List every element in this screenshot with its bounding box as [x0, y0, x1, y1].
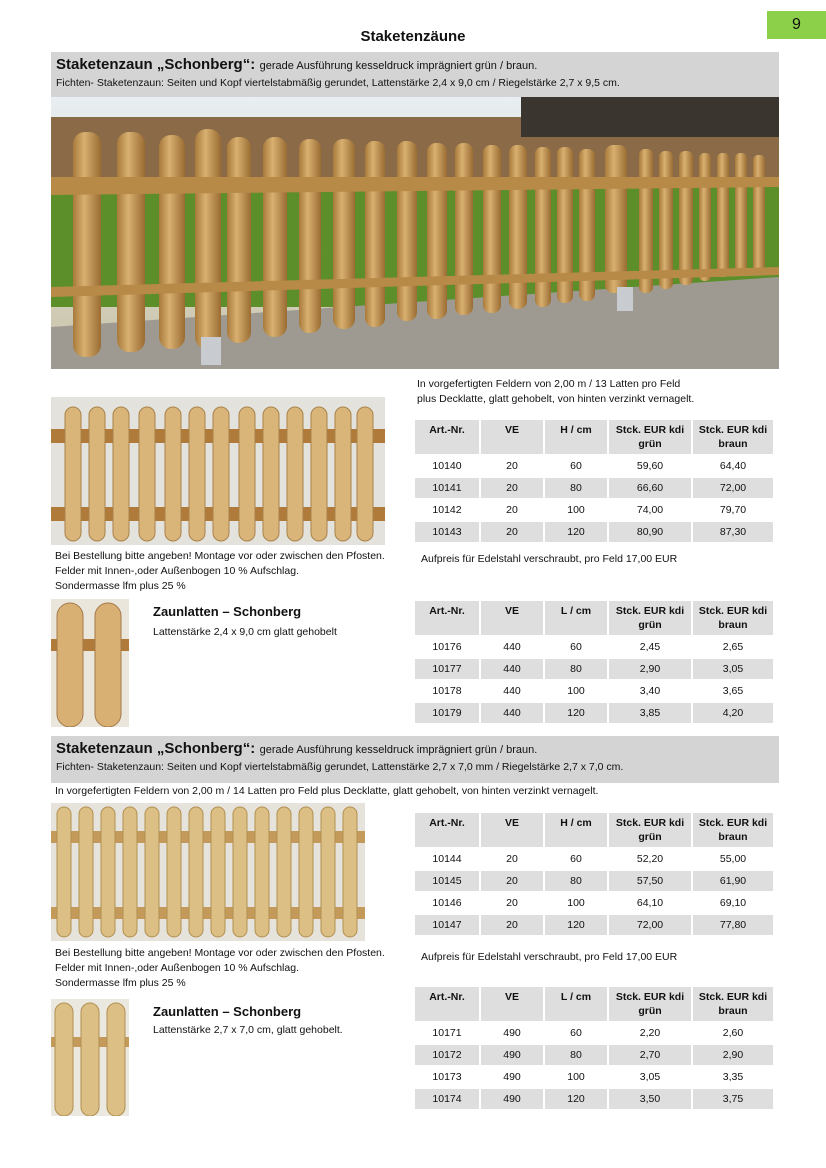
- cell-price-brown: 2,65: [693, 637, 773, 657]
- cell-ve: 440: [481, 637, 543, 657]
- cell-height: 60: [545, 456, 607, 476]
- cell-height: 100: [545, 500, 607, 520]
- col-header-price-brown: Stck. EUR kdi braun: [693, 813, 773, 847]
- section-2-description: Fichten- Staketenzaun: Seiten und Kopf viertelstabmäßig gerundet, Lattenstärke 2,7 x 7,0 mm / Riegelstärke 2,7 x 7,0 cm.: [56, 761, 624, 773]
- section-1-laths-price-table: [413, 599, 775, 725]
- section-1-order-note: [55, 549, 415, 594]
- section-1-field-info-line1: In vorgefertigten Feldern von 2,00 m / 13 Latten pro Feld: [417, 378, 681, 390]
- cell-ve: 490: [481, 1067, 543, 1087]
- cell-length: 100: [545, 681, 607, 701]
- table-row: [415, 659, 773, 679]
- cell-art-nr: 10173: [415, 1067, 479, 1087]
- col-header-art-nr: Art.-Nr.: [415, 987, 479, 1021]
- section-2-field-price-table: [413, 811, 775, 937]
- cell-art-nr: 10171: [415, 1023, 479, 1043]
- cell-length: 120: [545, 1089, 607, 1109]
- cell-art-nr: 10179: [415, 703, 479, 723]
- cell-price-brown: 64,40: [693, 456, 773, 476]
- cell-price-brown: 69,10: [693, 893, 773, 913]
- col-header-price-green: Stck. EUR kdi grün: [609, 420, 691, 454]
- section-1-field-info: [417, 377, 777, 407]
- laths-photo-2: [51, 999, 129, 1116]
- cell-price-brown: 3,05: [693, 659, 773, 679]
- section-2-surcharge: Aufpreis für Edelstahl verschraubt, pro Feld 17,00 EUR: [421, 951, 678, 963]
- cell-height: 80: [545, 871, 607, 891]
- cell-price-brown: 77,80: [693, 915, 773, 935]
- cell-art-nr: 10142: [415, 500, 479, 520]
- table-row: [415, 500, 773, 520]
- cell-ve: 490: [481, 1089, 543, 1109]
- cell-ve: 20: [481, 478, 543, 498]
- cell-price-green: 2,90: [609, 659, 691, 679]
- cell-price-green: 2,70: [609, 1045, 691, 1065]
- section-2-title: Staketenzaun „Schonberg“:: [56, 740, 256, 757]
- col-header-price-green: Stck. EUR kdi grün: [609, 813, 691, 847]
- cell-price-brown: 87,30: [693, 522, 773, 542]
- cell-ve: 440: [481, 659, 543, 679]
- cell-art-nr: 10176: [415, 637, 479, 657]
- section-2-header: [51, 736, 779, 783]
- cell-price-green: 2,20: [609, 1023, 691, 1043]
- section-1-description: Fichten- Staketenzaun: Seiten und Kopf viertelstabmäßig gerundet, Lattenstärke 2,4 x 9,0 cm / Riegelstärke 2,7 x 9,5 cm.: [56, 77, 620, 89]
- cell-ve: 20: [481, 500, 543, 520]
- col-header-art-nr: Art.-Nr.: [415, 601, 479, 635]
- cell-height: 120: [545, 522, 607, 542]
- cell-art-nr: 10141: [415, 478, 479, 498]
- cell-art-nr: 10174: [415, 1089, 479, 1109]
- col-header-ve: VE: [481, 601, 543, 635]
- col-header-price-green: Stck. EUR kdi grün: [609, 601, 691, 635]
- cell-price-brown: 2,90: [693, 1045, 773, 1065]
- table-row: [415, 703, 773, 723]
- cell-length: 100: [545, 1067, 607, 1087]
- cell-price-brown: 3,65: [693, 681, 773, 701]
- col-header-ve: VE: [481, 813, 543, 847]
- cell-height: 100: [545, 893, 607, 913]
- table-row: [415, 849, 773, 869]
- cell-art-nr: 10146: [415, 893, 479, 913]
- cell-ve: 20: [481, 893, 543, 913]
- cell-price-brown: 3,35: [693, 1067, 773, 1087]
- table-row: [415, 1045, 773, 1065]
- cell-height: 80: [545, 478, 607, 498]
- table-row: [415, 478, 773, 498]
- cell-price-brown: 79,70: [693, 500, 773, 520]
- order-note-line: Sondermasse lfm plus 25 %: [55, 580, 186, 592]
- cell-price-green: 3,85: [609, 703, 691, 723]
- cell-ve: 440: [481, 703, 543, 723]
- col-header-price-green: Stck. EUR kdi grün: [609, 987, 691, 1021]
- table-row: [415, 893, 773, 913]
- cell-art-nr: 10145: [415, 871, 479, 891]
- cell-ve: 20: [481, 871, 543, 891]
- table-row: [415, 1023, 773, 1043]
- table-row: [415, 456, 773, 476]
- cell-ve: 20: [481, 456, 543, 476]
- cell-length: 120: [545, 703, 607, 723]
- col-header-price-brown: Stck. EUR kdi braun: [693, 601, 773, 635]
- col-header-ve: VE: [481, 987, 543, 1021]
- cell-price-brown: 55,00: [693, 849, 773, 869]
- cell-art-nr: 10172: [415, 1045, 479, 1065]
- fence-photo-garden: [51, 97, 779, 369]
- table-row: [415, 871, 773, 891]
- section-2-order-note: [55, 946, 415, 991]
- fence-panel-photo-2: [51, 803, 365, 941]
- page-title: Staketenzäune: [360, 28, 466, 45]
- section-1-laths-desc: Lattenstärke 2,4 x 9,0 cm glatt gehobelt: [153, 626, 337, 638]
- cell-art-nr: 10147: [415, 915, 479, 935]
- table-row: [415, 637, 773, 657]
- cell-length: 60: [545, 1023, 607, 1043]
- cell-price-green: 2,45: [609, 637, 691, 657]
- section-2-laths-desc: Lattenstärke 2,7 x 7,0 cm, glatt gehobelt.: [153, 1024, 343, 1036]
- cell-ve: 20: [481, 915, 543, 935]
- col-header-price-brown: Stck. EUR kdi braun: [693, 420, 773, 454]
- table-row: [415, 1089, 773, 1109]
- col-header-height: H / cm: [545, 813, 607, 847]
- section-1-field-info-line2: plus Decklatte, glatt gehobelt, von hinten verzinkt vernagelt.: [417, 393, 695, 405]
- cell-price-green: 66,60: [609, 478, 691, 498]
- cell-price-green: 59,60: [609, 456, 691, 476]
- laths-photo-1: [51, 599, 129, 727]
- cell-art-nr: 10144: [415, 849, 479, 869]
- cell-price-brown: 61,90: [693, 871, 773, 891]
- section-2-subtitle: gerade Ausführung kesseldruck imprägniert grün / braun.: [259, 744, 538, 756]
- cell-ve: 490: [481, 1023, 543, 1043]
- section-1-surcharge: Aufpreis für Edelstahl verschraubt, pro Feld 17,00 EUR: [421, 553, 678, 565]
- cell-length: 80: [545, 659, 607, 679]
- section-2-laths-title: Zaunlatten – Schonberg: [153, 1004, 302, 1019]
- section-1-header: [51, 52, 779, 99]
- cell-art-nr: 10178: [415, 681, 479, 701]
- cell-price-green: 64,10: [609, 893, 691, 913]
- cell-price-brown: 3,75: [693, 1089, 773, 1109]
- col-header-ve: VE: [481, 420, 543, 454]
- cell-price-green: 80,90: [609, 522, 691, 542]
- section-1-laths-title: Zaunlatten – Schonberg: [153, 604, 302, 619]
- order-note-line: Sondermasse lfm plus 25 %: [55, 977, 186, 989]
- table-row: [415, 915, 773, 935]
- order-note-line: Bei Bestellung bitte angeben! Montage vor oder zwischen den Pfosten.: [55, 947, 385, 959]
- order-note-line: Felder mit Innen-,oder Außenbogen 10 % Aufschlag.: [55, 565, 299, 577]
- order-note-line: Bei Bestellung bitte angeben! Montage vor oder zwischen den Pfosten.: [55, 550, 385, 562]
- cell-price-green: 74,00: [609, 500, 691, 520]
- cell-price-green: 3,05: [609, 1067, 691, 1087]
- cell-height: 120: [545, 915, 607, 935]
- cell-price-green: 72,00: [609, 915, 691, 935]
- section-1-field-price-table: [413, 418, 775, 544]
- cell-ve: 490: [481, 1045, 543, 1065]
- col-header-art-nr: Art.-Nr.: [415, 813, 479, 847]
- cell-price-green: 3,40: [609, 681, 691, 701]
- page-number-badge: 9: [767, 11, 826, 39]
- table-row: [415, 522, 773, 542]
- col-header-length: L / cm: [545, 987, 607, 1021]
- cell-height: 60: [545, 849, 607, 869]
- section-2-field-info: In vorgefertigten Feldern von 2,00 m / 14 Latten pro Feld plus Decklatte, glatt gehobelt, von hinten verzinkt vernagelt.: [55, 785, 599, 797]
- table-row: [415, 1067, 773, 1087]
- cell-art-nr: 10177: [415, 659, 479, 679]
- col-header-art-nr: Art.-Nr.: [415, 420, 479, 454]
- cell-ve: 20: [481, 849, 543, 869]
- cell-ve: 440: [481, 681, 543, 701]
- table-row: [415, 681, 773, 701]
- cell-price-brown: 4,20: [693, 703, 773, 723]
- cell-art-nr: 10143: [415, 522, 479, 542]
- col-header-price-brown: Stck. EUR kdi braun: [693, 987, 773, 1021]
- cell-length: 60: [545, 637, 607, 657]
- cell-length: 80: [545, 1045, 607, 1065]
- cell-price-green: 57,50: [609, 871, 691, 891]
- col-header-height: H / cm: [545, 420, 607, 454]
- section-1-subtitle: gerade Ausführung kesseldruck imprägniert grün / braun.: [259, 60, 538, 72]
- cell-price-brown: 72,00: [693, 478, 773, 498]
- col-header-length: L / cm: [545, 601, 607, 635]
- order-note-line: Felder mit Innen-,oder Außenbogen 10 % Aufschlag.: [55, 962, 299, 974]
- section-2-laths-price-table: [413, 985, 775, 1111]
- section-1-title: Staketenzaun „Schonberg“:: [56, 56, 256, 73]
- cell-price-green: 3,50: [609, 1089, 691, 1109]
- cell-price-green: 52,20: [609, 849, 691, 869]
- cell-price-brown: 2,60: [693, 1023, 773, 1043]
- cell-ve: 20: [481, 522, 543, 542]
- cell-art-nr: 10140: [415, 456, 479, 476]
- fence-panel-photo-1: [51, 397, 385, 545]
